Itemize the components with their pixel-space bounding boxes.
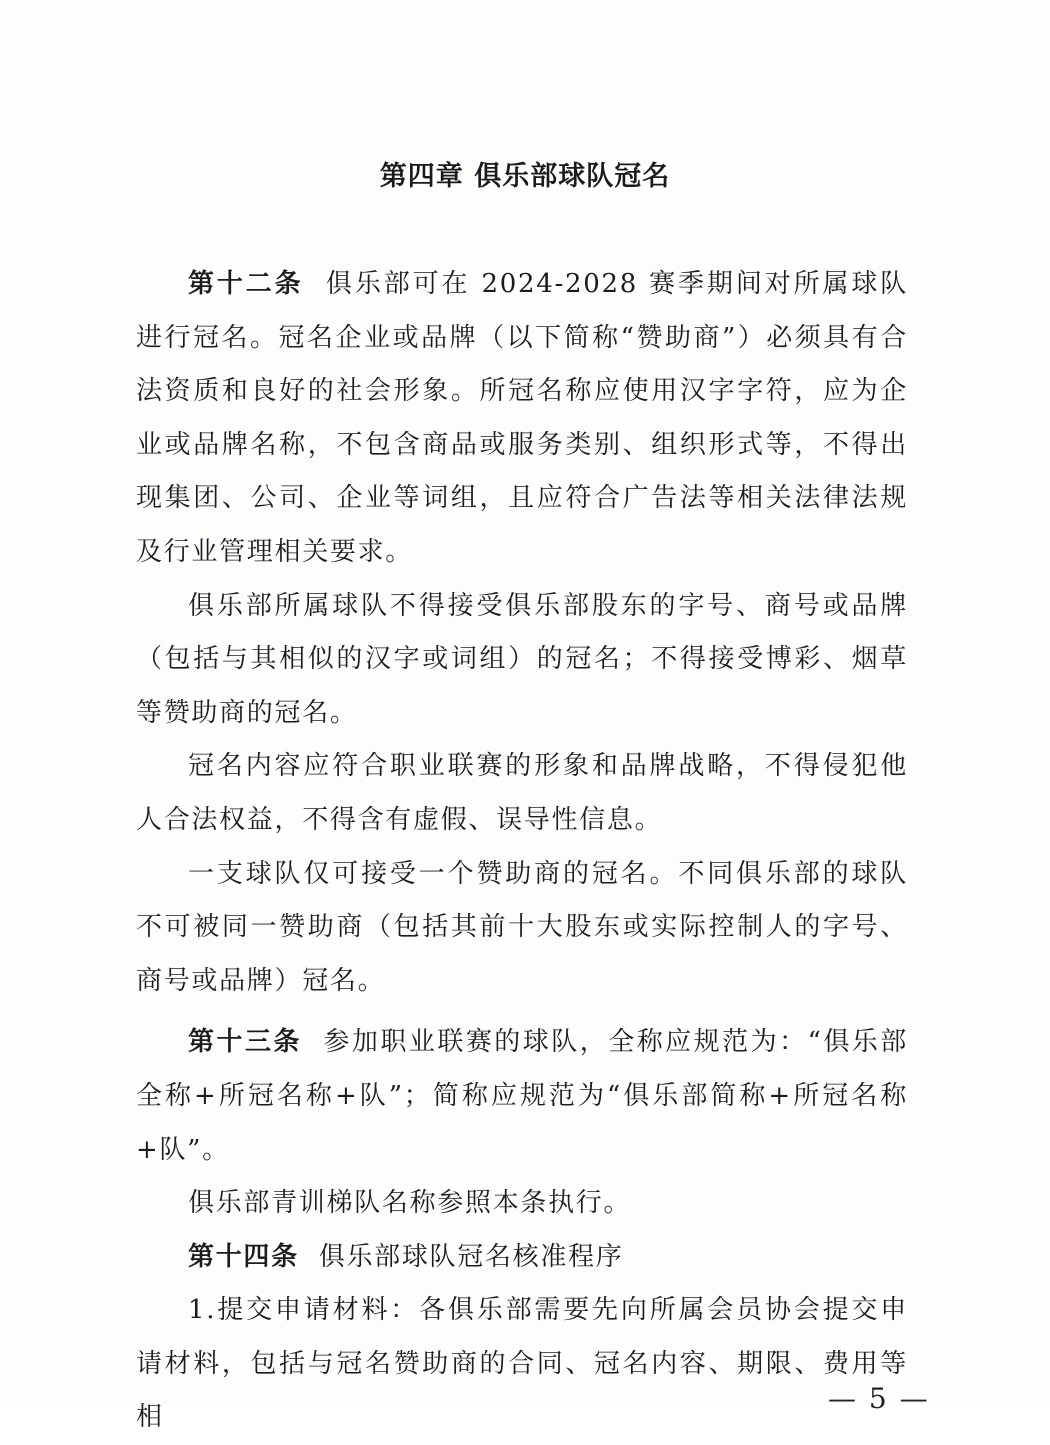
- paragraph-text: 俱乐部所属球队不得接受俱乐部股东的字号、商号或品牌（包括与其相似的汉字或词组）的冠名；不得接受博彩、烟草等赞助商的冠名。: [136, 590, 908, 728]
- document-body: [136, 258, 908, 1445]
- article-number: 第十三条: [188, 1027, 302, 1058]
- paragraph-text: 俱乐部可在 2024-2028 赛季期间对所属球队进行冠名。冠名企业或品牌（以下简称“赞助商”）必须具有合法资质和良好的社会形象。所冠名称应使用汉字字符，应为企业或品牌名称，不包含商品或服务类别、组织形式等，不得出现集团、公司、企业等词组，且应符合广告法等相关法律法规及行业管理相关要求。: [136, 269, 908, 567]
- paragraph-text: 俱乐部球队冠名核准程序: [318, 1241, 624, 1272]
- article-number: 第十四条: [188, 1241, 299, 1272]
- paragraph-article-13: [136, 1016, 908, 1177]
- paragraph-text: 一支球队仅可接受一个赞助商的冠名。不同俱乐部的球队不可被同一赞助商（包括其前十大股东或实际控制人的字号、商号或品牌）冠名。: [136, 858, 908, 996]
- page-number: — 5 —: [828, 1382, 930, 1415]
- chapter-title: 第四章 俱乐部球队冠名: [379, 161, 671, 192]
- paragraph: [136, 740, 908, 847]
- paragraph: [136, 1177, 908, 1231]
- paragraph: [136, 580, 908, 741]
- paragraph: [136, 1284, 908, 1445]
- paragraph-text: 俱乐部青训梯队名称参照本条执行。: [188, 1188, 632, 1219]
- paragraph-article-12: [136, 258, 908, 580]
- paragraph-text: 参加职业联赛的球队，全称应规范为：“俱乐部全称+所冠名称+队”；简称应规范为“俱乐部简称+所冠名称+队”。: [136, 1027, 908, 1165]
- paragraph-text: 冠名内容应符合职业联赛的形象和品牌战略，不得侵犯他人合法权益，不得含有虚假、误导性信息。: [136, 751, 908, 835]
- paragraph-text: 1.提交申请材料：各俱乐部需要先向所属会员协会提交申请材料，包括与冠名赞助商的合同、冠名内容、期限、费用等相: [136, 1295, 908, 1433]
- paragraph-article-14: [136, 1231, 908, 1285]
- paragraph: [136, 848, 908, 1009]
- article-number: 第十二条: [188, 269, 304, 299]
